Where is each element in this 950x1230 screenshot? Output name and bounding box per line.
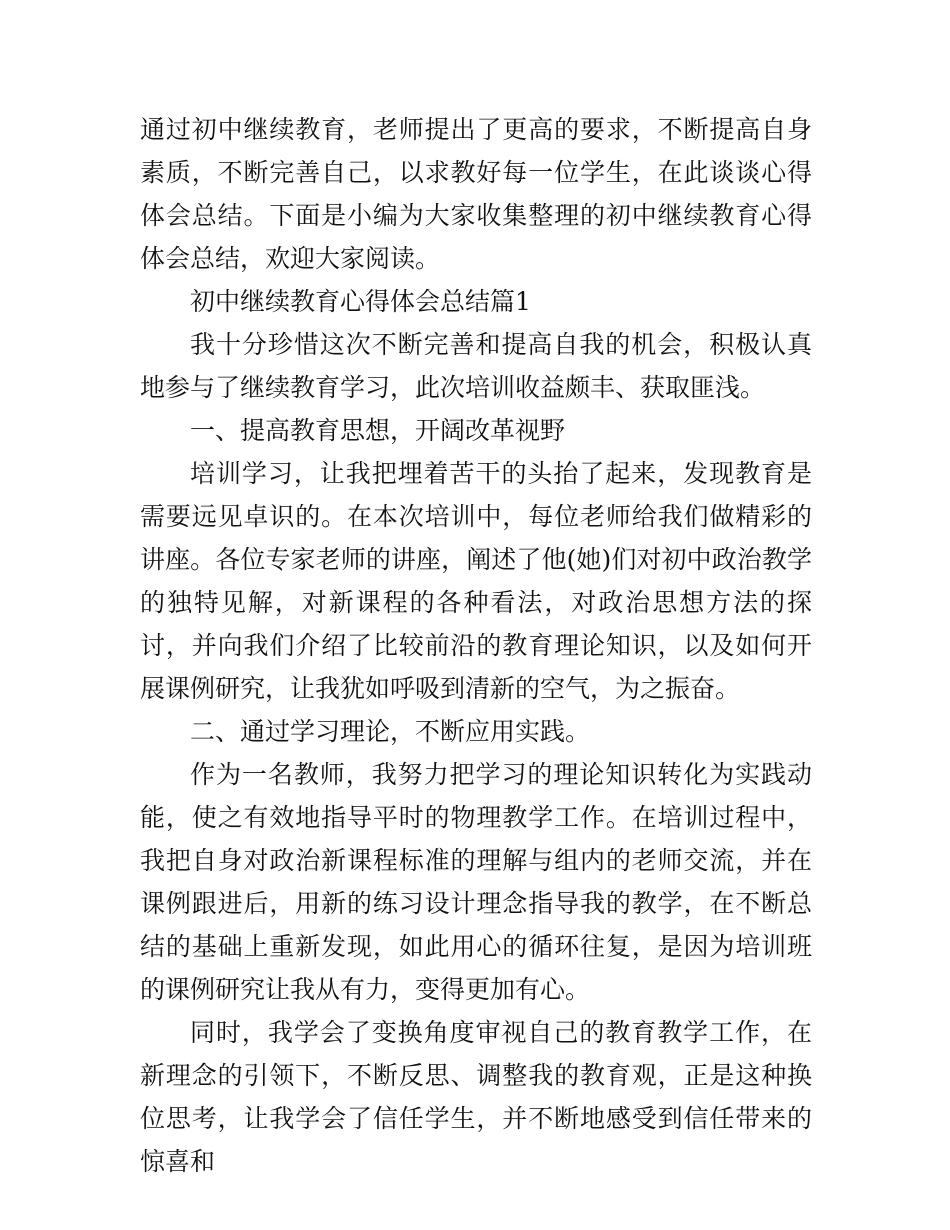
- subheading-2: 二、通过学习理论，不断应用实践。: [190, 717, 591, 746]
- subheading-1: 一、提高教育思想，开阔改革视野: [190, 416, 566, 445]
- body-paragraph: 作为一名教师，我努力把学习的理论知识转化为实践动能，使之有效地指导平时的物理教学工作。在培训过程中，我把自身对政治新课程标准的理解与组内的老师交流，并在课例跟进后，用新的练习设计理念指导我的教学，在不断总结的基础上重新发现，如此用心的循环往复，是因为培训班的课例研究让我从有力，变得更加有心。: [140, 760, 812, 1004]
- intro-paragraph: 通过初中继续教育，老师提出了更高的要求，不断提高自身素质，不断完善自己，以求教好每一位学生，在此谈谈心得体会总结。下面是小编为大家收集整理的初中继续教育心得体会总结，欢迎大家阅读。: [140, 115, 812, 273]
- document-page: [140, 108, 812, 1183]
- body-paragraph: 我十分珍惜这次不断完善和提高自我的机会，积极认真地参与了继续教育学习，此次培训收益颇丰、获取匪浅。: [140, 330, 812, 402]
- body-paragraph: 培训学习，让我把埋着苦干的头抬了起来，发现教育是需要远见卓识的。在本次培训中，每位老师给我们做精彩的讲座。各位专家老师的讲座，阐述了他(她)们对初中政治教学的独特见解，对新课程的各种看法，对政治思想方法的探讨，并向我们介绍了比较前沿的教育理论知识，以及如何开展课例研究，让我犹如呼吸到清新的空气，为之振奋。: [140, 459, 812, 703]
- section-title: 初中继续教育心得体会总结篇1: [190, 287, 531, 316]
- body-paragraph: 同时，我学会了变换角度审视自己的教育教学工作，在新理念的引领下，不断反思、调整我的教育观，正是这种换位思考，让我学会了信任学生，并不断地感受到信任带来的惊喜和: [140, 1018, 812, 1176]
